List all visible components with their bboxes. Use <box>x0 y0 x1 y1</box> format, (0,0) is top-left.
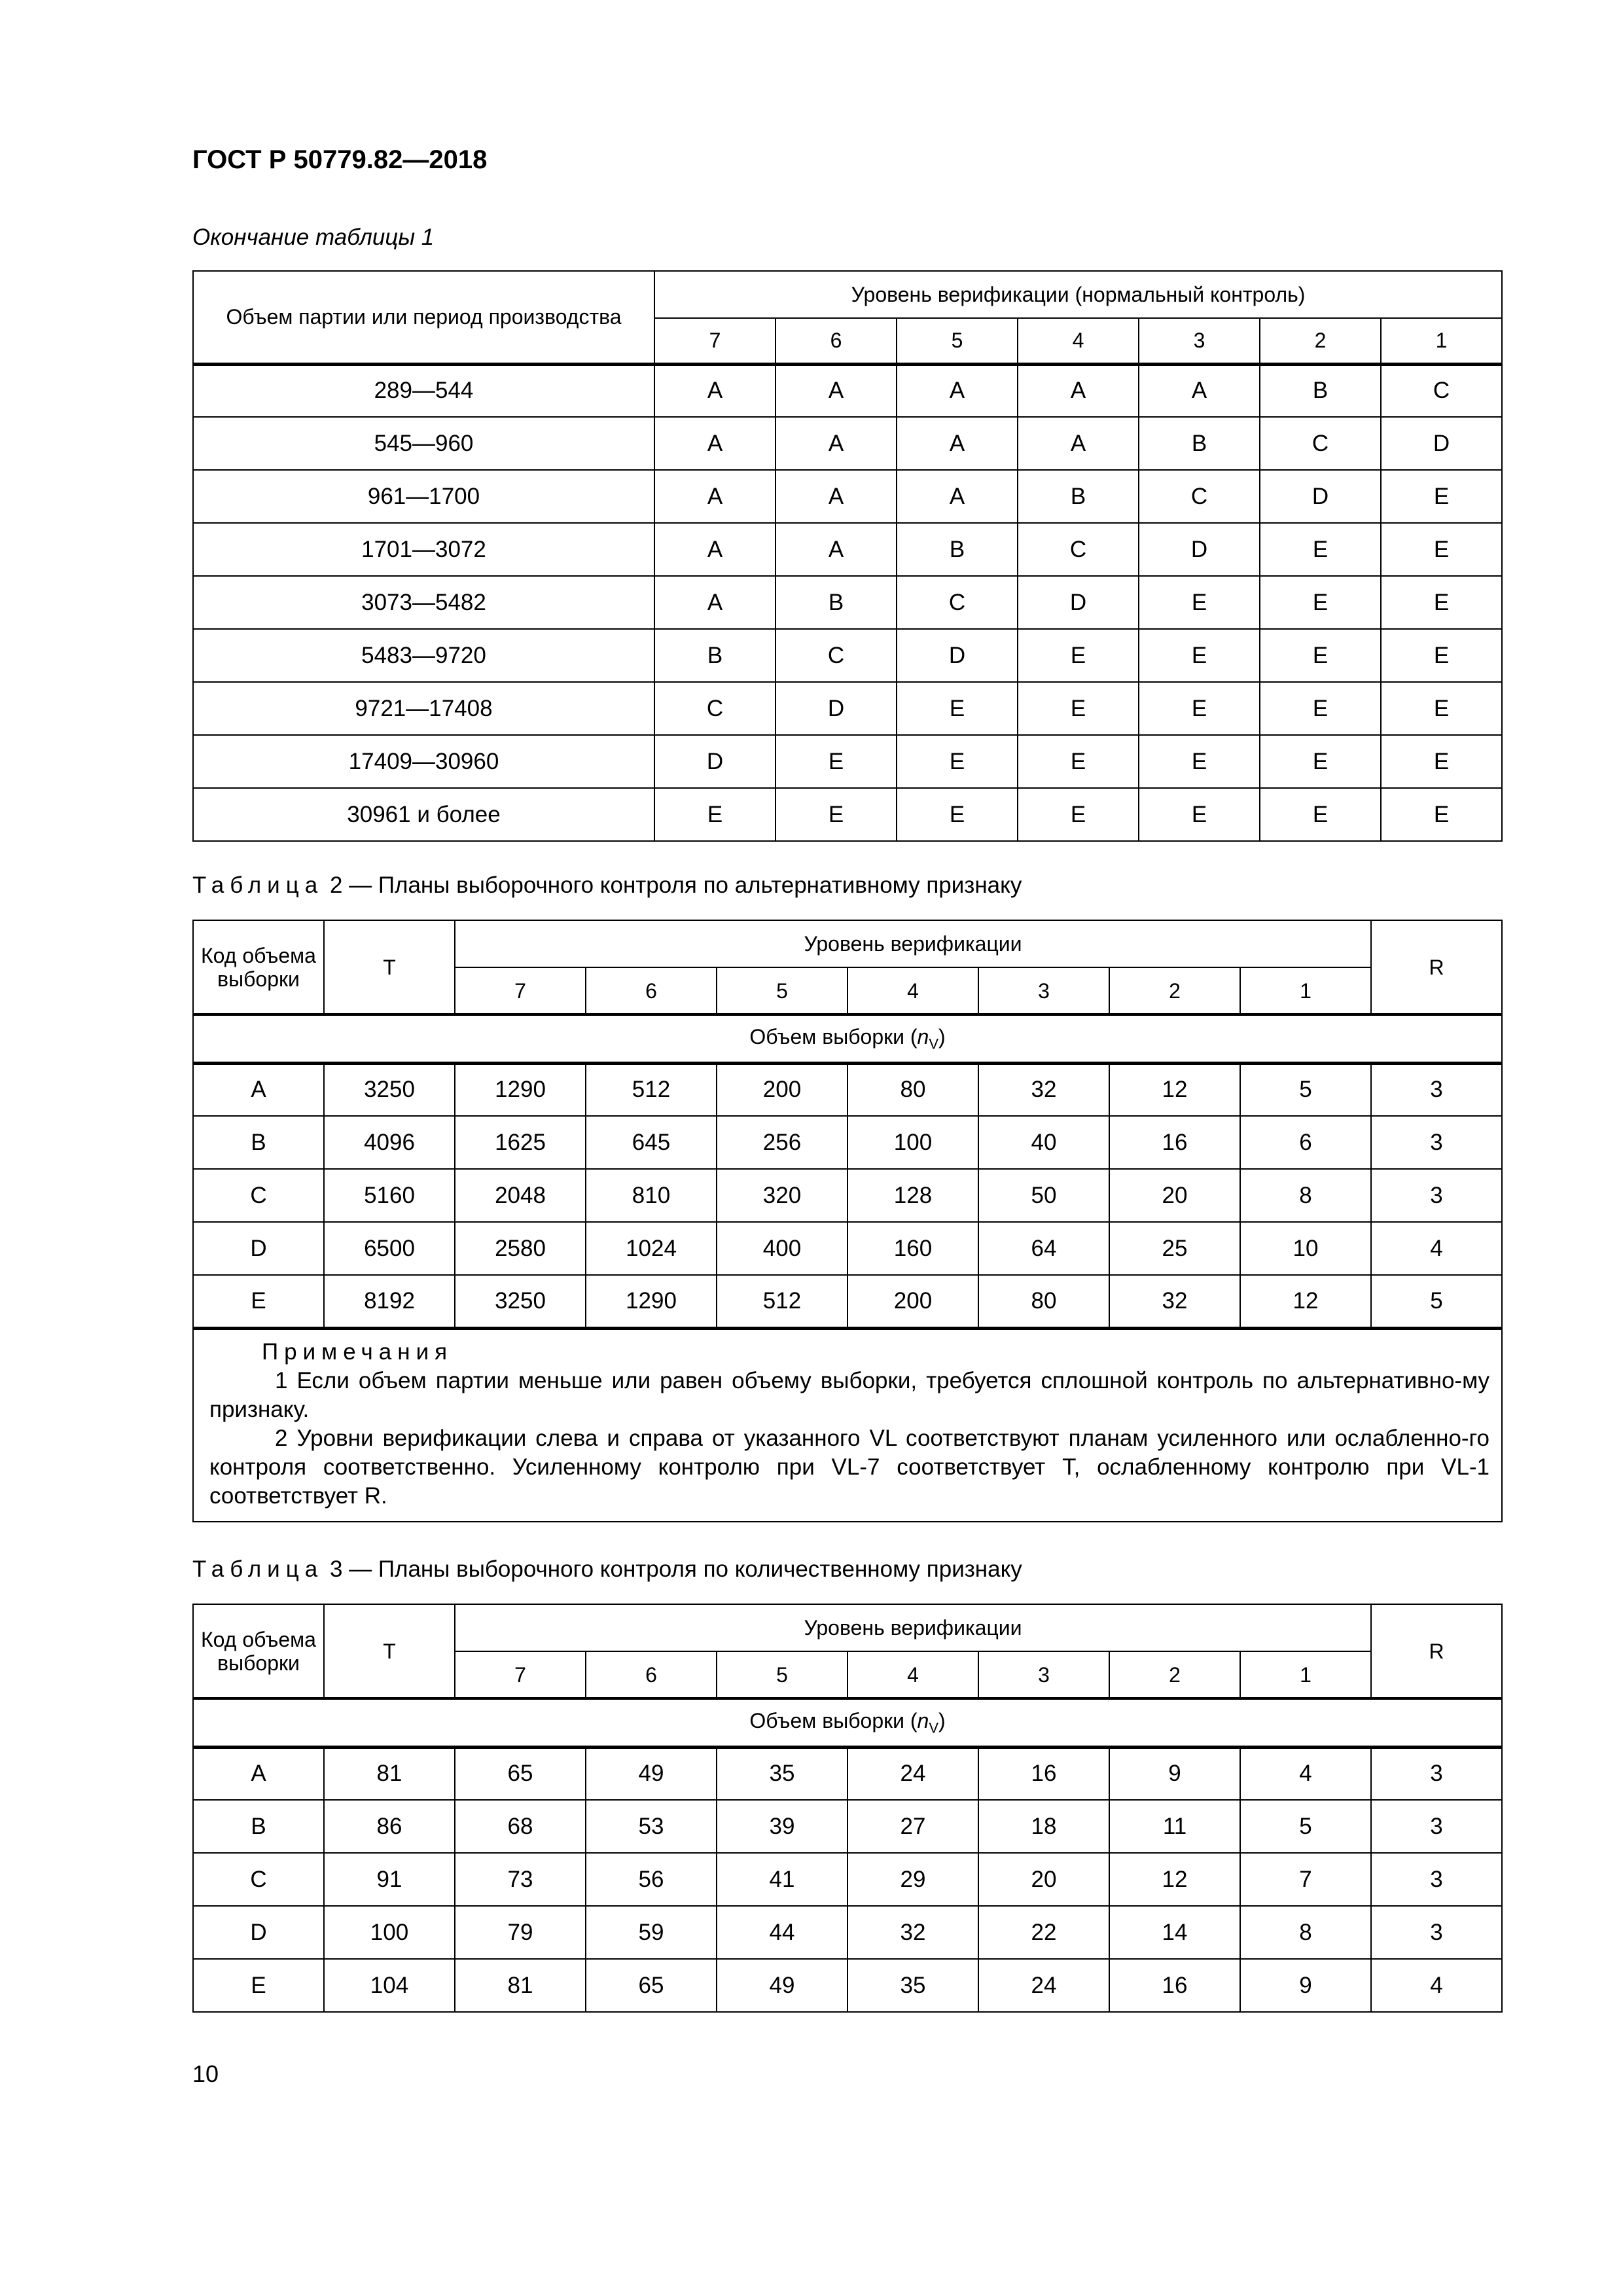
table-cell: C <box>193 1853 324 1906</box>
table-cell: A <box>654 417 776 470</box>
table-cell: A <box>897 417 1018 470</box>
table-cell: E <box>1139 735 1260 788</box>
table3 <box>192 1604 1503 2013</box>
table-cell: 104 <box>324 1959 455 2012</box>
table-cell: E <box>897 788 1018 841</box>
table2-header-t: T <box>324 920 455 1014</box>
table-cell: 289—544 <box>193 364 654 417</box>
table-cell: 20 <box>1109 1169 1240 1222</box>
table-cell: 80 <box>847 1063 978 1116</box>
table3-header-r: R <box>1371 1604 1502 1698</box>
table-cell: 35 <box>847 1959 978 2012</box>
table-cell: C <box>776 629 897 682</box>
table-cell: 3 <box>1371 1906 1502 1959</box>
table-cell: E <box>1260 523 1381 576</box>
table-cell: E <box>1139 629 1260 682</box>
table-cell: E <box>1139 788 1260 841</box>
table-cell: B <box>654 629 776 682</box>
table-cell: 6500 <box>324 1222 455 1275</box>
table1-level-0: 7 <box>654 318 776 364</box>
table-cell: 5160 <box>324 1169 455 1222</box>
table-cell: E <box>1139 576 1260 629</box>
table-cell: 91 <box>324 1853 455 1906</box>
table-cell: E <box>1260 682 1381 735</box>
table-cell: E <box>897 682 1018 735</box>
table-cell: 200 <box>847 1275 978 1328</box>
table-cell: 79 <box>455 1906 586 1959</box>
table-cell: 59 <box>586 1906 717 1959</box>
table-cell: 41 <box>717 1853 847 1906</box>
table-cell: 39 <box>717 1800 847 1853</box>
table-cell: 128 <box>847 1169 978 1222</box>
table2-header-verification-level: Уровень верификации <box>455 920 1371 967</box>
table-cell: 3 <box>1371 1853 1502 1906</box>
table1-header-lot-size: Объем партии или период производства <box>193 271 654 364</box>
table-cell: 16 <box>1109 1959 1240 2012</box>
table-cell: D <box>897 629 1018 682</box>
table-row <box>193 735 1502 788</box>
table3-level-5: 2 <box>1109 1651 1240 1698</box>
table2-level-6: 1 <box>1240 967 1371 1014</box>
table-cell: C <box>1139 470 1260 523</box>
table2-level-4: 3 <box>978 967 1109 1014</box>
table-cell: 256 <box>717 1116 847 1169</box>
table-cell: 17409—30960 <box>193 735 654 788</box>
table-row <box>193 1063 1502 1116</box>
table-cell: 1024 <box>586 1222 717 1275</box>
table2-sample-size-label: Объем выборки $(n_V)$ <box>193 1014 1502 1063</box>
table-cell: E <box>1018 629 1139 682</box>
table-cell: 4096 <box>324 1116 455 1169</box>
table-cell: B <box>1018 470 1139 523</box>
table-cell: 3 <box>1371 1800 1502 1853</box>
table-cell: E <box>193 1959 324 2012</box>
table-cell: 2580 <box>455 1222 586 1275</box>
table-cell: 49 <box>717 1959 847 2012</box>
table3-level-2: 5 <box>717 1651 847 1698</box>
table-cell: 7 <box>1240 1853 1371 1906</box>
table-row <box>193 1275 1502 1328</box>
table-row <box>193 364 1502 417</box>
table-cell: 1290 <box>455 1063 586 1116</box>
table-cell: D <box>1018 576 1139 629</box>
table-cell: 53 <box>586 1800 717 1853</box>
table-row <box>193 682 1502 735</box>
table-cell: E <box>1381 682 1502 735</box>
table-cell: C <box>1018 523 1139 576</box>
table1-level-4: 3 <box>1139 318 1260 364</box>
table-cell: 80 <box>978 1275 1109 1328</box>
table-cell: E <box>1381 629 1502 682</box>
table2-caption <box>192 872 1022 899</box>
table-cell: 14 <box>1109 1906 1240 1959</box>
table-cell: E <box>1260 788 1381 841</box>
table-cell: 24 <box>978 1959 1109 2012</box>
table-cell: C <box>654 682 776 735</box>
notes-title: Примечания <box>262 1338 454 1365</box>
table-cell: 64 <box>978 1222 1109 1275</box>
table-row <box>193 1169 1502 1222</box>
table-cell: 3 <box>1371 1116 1502 1169</box>
table-cell: 32 <box>847 1906 978 1959</box>
table-cell: 8 <box>1240 1906 1371 1959</box>
table-cell: 65 <box>455 1747 586 1800</box>
table-cell: 545—960 <box>193 417 654 470</box>
page-number: 10 <box>192 2060 219 2087</box>
table-cell: E <box>1018 735 1139 788</box>
table-cell: 810 <box>586 1169 717 1222</box>
table-cell: 11 <box>1109 1800 1240 1853</box>
nv-variable: n <box>917 1024 929 1049</box>
table-cell: A <box>654 470 776 523</box>
table-cell: 5483—9720 <box>193 629 654 682</box>
table2-caption-label: Таблица <box>192 872 324 898</box>
table-cell: B <box>1139 417 1260 470</box>
table-cell: 200 <box>717 1063 847 1116</box>
table-cell: 27 <box>847 1800 978 1853</box>
table-cell: 3 <box>1371 1169 1502 1222</box>
table-cell: E <box>1260 735 1381 788</box>
table3-caption-label: Таблица <box>192 1556 324 1582</box>
table1-header-verification-level: Уровень верификации (нормальный контроль) <box>654 271 1502 318</box>
table-cell: 32 <box>1109 1275 1240 1328</box>
table-cell: 12 <box>1240 1275 1371 1328</box>
table-row <box>193 629 1502 682</box>
table-cell: D <box>1139 523 1260 576</box>
table-cell: 4 <box>1371 1222 1502 1275</box>
table-cell: 68 <box>455 1800 586 1853</box>
table-cell: 65 <box>586 1959 717 2012</box>
table-cell: A <box>1018 364 1139 417</box>
table1 <box>192 270 1503 842</box>
table-cell: 400 <box>717 1222 847 1275</box>
table-cell: 16 <box>978 1747 1109 1800</box>
table3-header-t: T <box>324 1604 455 1698</box>
table-cell: 24 <box>847 1747 978 1800</box>
table-cell: 3073—5482 <box>193 576 654 629</box>
table-cell: E <box>776 735 897 788</box>
table3-header-verification-level: Уровень верификации <box>455 1604 1371 1651</box>
table-cell: E <box>1260 576 1381 629</box>
table-cell: E <box>1260 629 1381 682</box>
table-cell: 35 <box>717 1747 847 1800</box>
table-cell: 5 <box>1371 1275 1502 1328</box>
table-cell: 512 <box>586 1063 717 1116</box>
table-cell: 3 <box>1371 1063 1502 1116</box>
table-cell: A <box>897 470 1018 523</box>
table-cell: C <box>897 576 1018 629</box>
note-2: 2 Уровни верификации слева и справа от указанного VL соответствуют планам усиленного или ослабленно-го контроля соответственно. Усиленному контролю при VL-7 соответствует T, ослабленному контролю при VL-1 соответствует R. <box>209 1425 1490 1509</box>
table-row <box>193 523 1502 576</box>
table1-level-3: 4 <box>1018 318 1139 364</box>
table-cell: E <box>1381 470 1502 523</box>
table-cell: 73 <box>455 1853 586 1906</box>
table-cell: A <box>897 364 1018 417</box>
table3-level-1: 6 <box>586 1651 717 1698</box>
table-cell: 5 <box>1240 1063 1371 1116</box>
table-cell: C <box>193 1169 324 1222</box>
table-cell: E <box>1381 576 1502 629</box>
table-cell: 2048 <box>455 1169 586 1222</box>
table-cell: B <box>1260 364 1381 417</box>
table-cell: 9721—17408 <box>193 682 654 735</box>
table-cell: 160 <box>847 1222 978 1275</box>
table-cell: 12 <box>1109 1063 1240 1116</box>
table-cell: E <box>897 735 1018 788</box>
table-cell: 20 <box>978 1853 1109 1906</box>
table-row <box>193 1222 1502 1275</box>
table-row <box>193 417 1502 470</box>
table1-level-5: 2 <box>1260 318 1381 364</box>
table2-level-1: 6 <box>586 967 717 1014</box>
table-row <box>193 1800 1502 1853</box>
table-cell: 9 <box>1109 1747 1240 1800</box>
table2-header-r: R <box>1371 920 1502 1014</box>
table-cell: B <box>193 1800 324 1853</box>
table-cell: 4 <box>1371 1959 1502 2012</box>
table-cell: B <box>193 1116 324 1169</box>
table-cell: D <box>1260 470 1381 523</box>
table-cell: 10 <box>1240 1222 1371 1275</box>
table-cell: 12 <box>1109 1853 1240 1906</box>
table2-level-2: 5 <box>717 967 847 1014</box>
table3-header-code: Код объема выборки <box>193 1604 324 1698</box>
table-cell: 3 <box>1371 1747 1502 1800</box>
table-cell: 81 <box>455 1959 586 2012</box>
nv-variable: n <box>917 1708 929 1732</box>
table-cell: 1290 <box>586 1275 717 1328</box>
table2-level-5: 2 <box>1109 967 1240 1014</box>
table3-level-0: 7 <box>455 1651 586 1698</box>
table2-level-3: 4 <box>847 967 978 1014</box>
table-cell: 81 <box>324 1747 455 1800</box>
table-cell: 32 <box>978 1063 1109 1116</box>
table-cell: 1701—3072 <box>193 523 654 576</box>
table-cell: A <box>654 364 776 417</box>
table3-level-3: 4 <box>847 1651 978 1698</box>
table-row <box>193 1116 1502 1169</box>
document-title: ГОСТ Р 50779.82—2018 <box>192 145 488 174</box>
table-cell: 30961 и более <box>193 788 654 841</box>
table-cell: C <box>1260 417 1381 470</box>
table-cell: 3250 <box>455 1275 586 1328</box>
table-cell: D <box>776 682 897 735</box>
table-cell: 512 <box>717 1275 847 1328</box>
table-row <box>193 576 1502 629</box>
table-cell: 56 <box>586 1853 717 1906</box>
table-cell: E <box>1381 735 1502 788</box>
table-cell: 49 <box>586 1747 717 1800</box>
table-cell: 4 <box>1240 1747 1371 1800</box>
table-cell: A <box>193 1747 324 1800</box>
table-cell: E <box>1018 682 1139 735</box>
table-cell: A <box>776 364 897 417</box>
table-cell: E <box>1018 788 1139 841</box>
table-cell: 18 <box>978 1800 1109 1853</box>
table1-level-6: 1 <box>1381 318 1502 364</box>
table-cell: 9 <box>1240 1959 1371 2012</box>
table-cell: E <box>193 1275 324 1328</box>
table-cell: 961—1700 <box>193 470 654 523</box>
table-cell: A <box>776 470 897 523</box>
table-cell: A <box>776 417 897 470</box>
table-cell: E <box>776 788 897 841</box>
table-cell: A <box>1139 364 1260 417</box>
table-cell: 44 <box>717 1906 847 1959</box>
table2-level-0: 7 <box>455 967 586 1014</box>
table-cell: A <box>1018 417 1139 470</box>
table-cell: 25 <box>1109 1222 1240 1275</box>
table-row <box>193 1959 1502 2012</box>
table2-caption-text: 2 — Планы выборочного контроля по альтернативному признаку <box>329 872 1022 898</box>
table-cell: 29 <box>847 1853 978 1906</box>
table-cell: 86 <box>324 1800 455 1853</box>
table-row <box>193 1906 1502 1959</box>
table-cell: A <box>776 523 897 576</box>
table-cell: 5 <box>1240 1800 1371 1853</box>
table3-caption-text: 3 — Планы выборочного контроля по количественному признаку <box>329 1556 1022 1582</box>
table-cell: A <box>193 1063 324 1116</box>
table3-level-6: 1 <box>1240 1651 1371 1698</box>
table1-level-1: 6 <box>776 318 897 364</box>
table3-sample-size-label: Объем выборки $(n_V)$ <box>193 1698 1502 1747</box>
table-cell: E <box>654 788 776 841</box>
table-cell: E <box>1381 788 1502 841</box>
table-cell: A <box>654 523 776 576</box>
table-cell: 40 <box>978 1116 1109 1169</box>
table-row <box>193 1853 1502 1906</box>
table-cell: D <box>193 1222 324 1275</box>
table-cell: 320 <box>717 1169 847 1222</box>
table-cell: 645 <box>586 1116 717 1169</box>
table-cell: 22 <box>978 1906 1109 1959</box>
table-cell: A <box>654 576 776 629</box>
table3-caption <box>192 1556 1022 1583</box>
table-cell: 8 <box>1240 1169 1371 1222</box>
table-row <box>193 470 1502 523</box>
table-cell: 100 <box>847 1116 978 1169</box>
table2 <box>192 920 1503 1522</box>
table-cell: 100 <box>324 1906 455 1959</box>
table1-caption: Окончание таблицы 1 <box>192 224 435 250</box>
table-cell: 16 <box>1109 1116 1240 1169</box>
table-cell: 6 <box>1240 1116 1371 1169</box>
table-cell: E <box>1139 682 1260 735</box>
table-cell: D <box>1381 417 1502 470</box>
table-cell: C <box>1381 364 1502 417</box>
note-1: 1 Если объем партии меньше или равен объему выборки, требуется сплошной контроль по альтернативно-му признаку. <box>209 1367 1490 1422</box>
table-cell: 50 <box>978 1169 1109 1222</box>
table-cell: D <box>654 735 776 788</box>
table-row <box>193 788 1502 841</box>
table-cell: B <box>897 523 1018 576</box>
table2-notes <box>193 1328 1502 1522</box>
table-cell: 3250 <box>324 1063 455 1116</box>
table-cell: B <box>776 576 897 629</box>
table-cell: 1625 <box>455 1116 586 1169</box>
table3-level-4: 3 <box>978 1651 1109 1698</box>
table-row <box>193 1747 1502 1800</box>
table-cell: D <box>193 1906 324 1959</box>
table1-level-2: 5 <box>897 318 1018 364</box>
table-cell: 8192 <box>324 1275 455 1328</box>
table-cell: E <box>1381 523 1502 576</box>
table2-header-code: Код объема выборки <box>193 920 324 1014</box>
